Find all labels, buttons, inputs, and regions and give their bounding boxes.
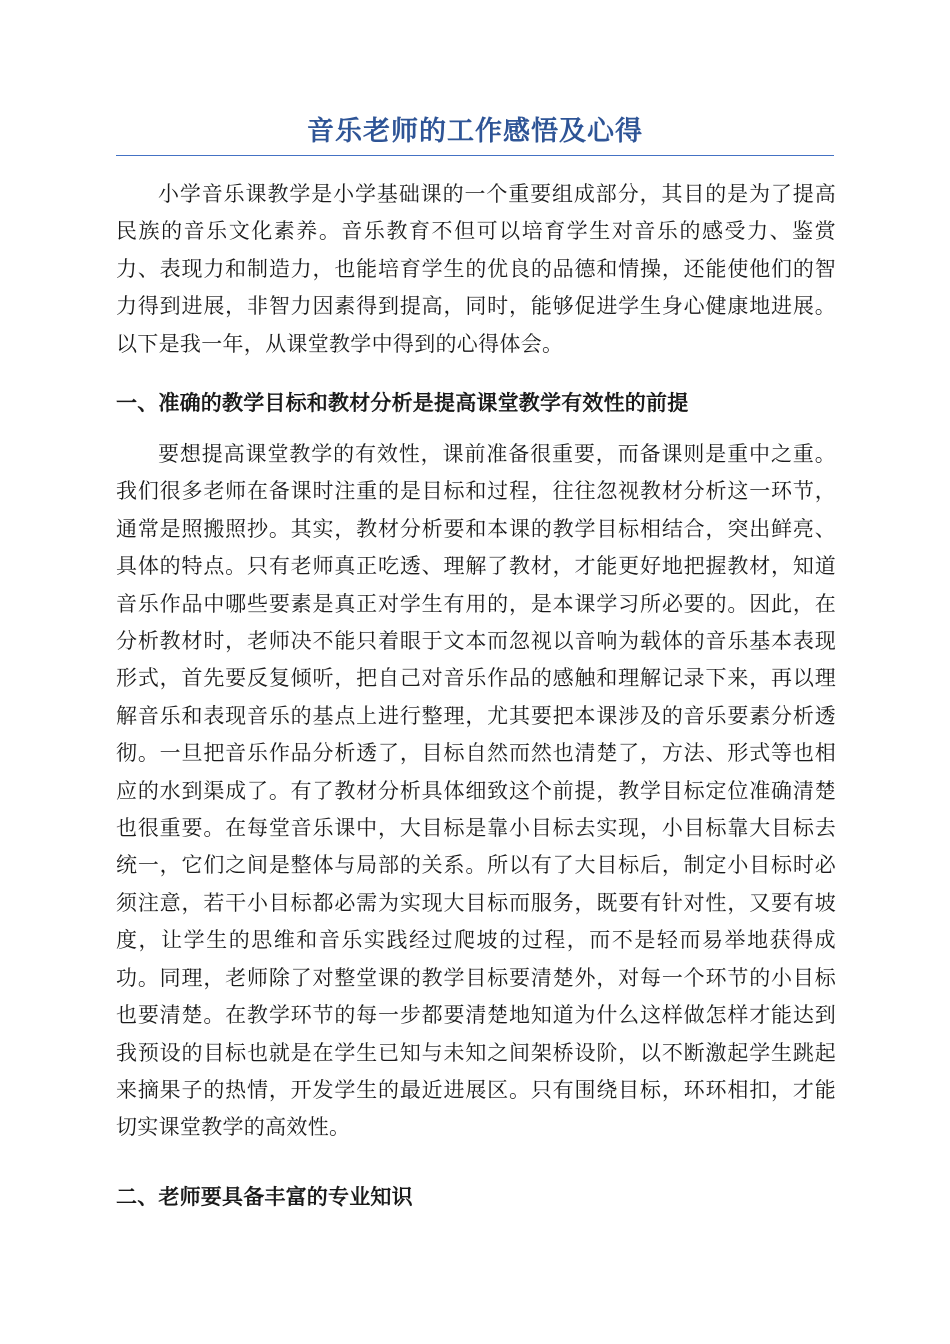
intro-paragraph: 小学音乐课教学是小学基础课的一个重要组成部分，其目的是为了提高民族的音乐文化素养。音乐教育不但可以培育学生对音乐的感受力、鉴赏力、表现力和制造力，也能培育学生的优良的品德和情操，还能使他们的智力得到进展，非智力因素得到提高，同时，能够促进学生身心健康地进展。以下是我一年，从课堂教学中得到的心得体会。 xyxy=(116,182,836,356)
section-2-heading: 二、老师要具备丰富的专业知识 xyxy=(116,1185,413,1209)
document-title: 音乐老师的工作感悟及心得 xyxy=(307,116,643,147)
section-1-heading: 一、准确的教学目标和教材分析是提高课堂教学有效性的前提 xyxy=(116,391,689,415)
title-underline xyxy=(116,155,834,156)
section-1-paragraph: 要想提高课堂教学的有效性，课前准备很重要，而备课则是重中之重。我们很多老师在备课时注重的是目标和过程，往往忽视教材分析这一环节，通常是照搬照抄。其实，教材分析要和本课的教学目标相结合，突出鲜亮、具体的特点。只有老师真正吃透、理解了教材，才能更好地把握教材，知道音乐作品中哪些要素是真正对学生有用的，是本课学习所必要的。因此，在分析教材时，老师决不能只着眼于文本而忽视以音响为载体的音乐基本表现形式，首先要反复倾听，把自己对音乐作品的感触和理解记录下来，再以理解音乐和表现音乐的基点上进行整理，尤其要把本课涉及的音乐要素分析透彻。一旦把音乐作品分析透了，目标自然而然也清楚了，方法、形式等也相应的水到渠成了。有了教材分析具体细致这个前提，教学目标定位准确清楚也很重要。在每堂音乐课中，大目标是靠小目标去实现，小目标靠大目标去统一，它们之间是整体与局部的关系。所以有了大目标后，制定小目标时必须注意，若干小目标都必需为实现大目标而服务，既要有针对性，又要有坡度，让学生的思维和音乐实践经过爬坡的过程，而不是轻而易举地获得成功。同理，老师除了对整堂课的教学目标要清楚外，对每一个环节的小目标也要清楚。在教学环节的每一步都要清楚地知道为什么这样做怎样才能达到我预设的目标也就是在学生已知与未知之间架桥设阶，以不断激起学生跳起来摘果子的热情，开发学生的最近进展区。只有围绕目标，环环相扣，才能切实课堂教学的高效性。 xyxy=(116,442,836,1140)
